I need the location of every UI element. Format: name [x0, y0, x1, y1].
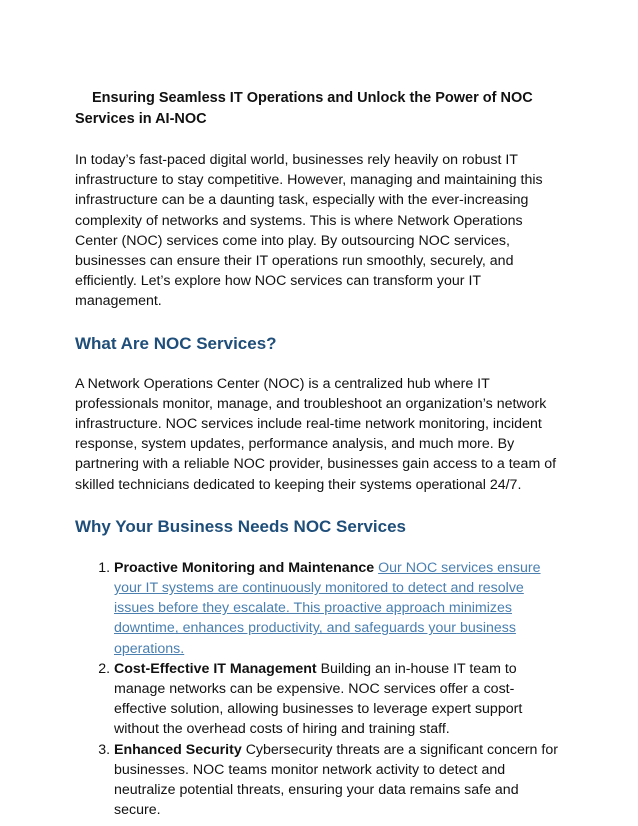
- list-item-text: Building an in-house IT team to manage networks can be expensive. NOC services offer a cost-effective solution, allowing businesses to leverage expert support without the overhead costs of hiring and training staff.: [114, 660, 523, 738]
- list-item-title: Enhanced Security: [114, 741, 242, 758]
- list-item: [114, 740, 566, 821]
- list-item-title: Cost-Effective IT Management: [114, 660, 317, 677]
- list-item-text: Cybersecurity threats are a significant concern for businesses. NOC teams monitor network activity to detect and neutralize potential threats, ensuring your data remains safe and secure.: [114, 741, 558, 819]
- intro-paragraph: In today’s fast-paced digital world, businesses rely heavily on robust IT infrastructure to stay competitive. However, managing and maintaining this infrastructure can be a daunting task, especially with the ever-increasing complexity of networks and systems. This is where Network Operations Center (NOC) services come into play. By outsourcing NOC services, businesses can ensure their IT operations run smoothly, securely, and efficiently. Let’s explore how NOC services can transform your IT management.: [75, 152, 543, 310]
- section-heading-why-noc: Why Your Business Needs NOC Services: [75, 516, 406, 536]
- list-item: [114, 558, 566, 659]
- list-item-link[interactable]: Our NOC services ensure your IT systems are continuously monitored to detect and resolve issues before they escalate. This proactive approach minimizes downtime, enhances productivity, and safeguards your business operations.: [114, 559, 541, 657]
- list-item: [114, 659, 566, 740]
- page-title: Ensuring Seamless IT Operations and Unlock the Power of NOC Services in AI-NOC: [75, 90, 533, 127]
- section-body-what-are-noc: A Network Operations Center (NOC) is a centralized hub where IT professionals monitor, manage, and troubleshoot an organization’s network infrastructure. NOC services include real-time network monitoring, incident response, system updates, performance analysis, and much more. By partnering with a reliable NOC provider, businesses gain access to a team of skilled technicians dedicated to keeping their systems operational 24/7.: [75, 375, 557, 493]
- section-heading-what-are-noc: What Are NOC Services?: [75, 333, 277, 353]
- list-item-title: Proactive Monitoring and Maintenance: [114, 559, 375, 576]
- benefits-list: [75, 558, 566, 821]
